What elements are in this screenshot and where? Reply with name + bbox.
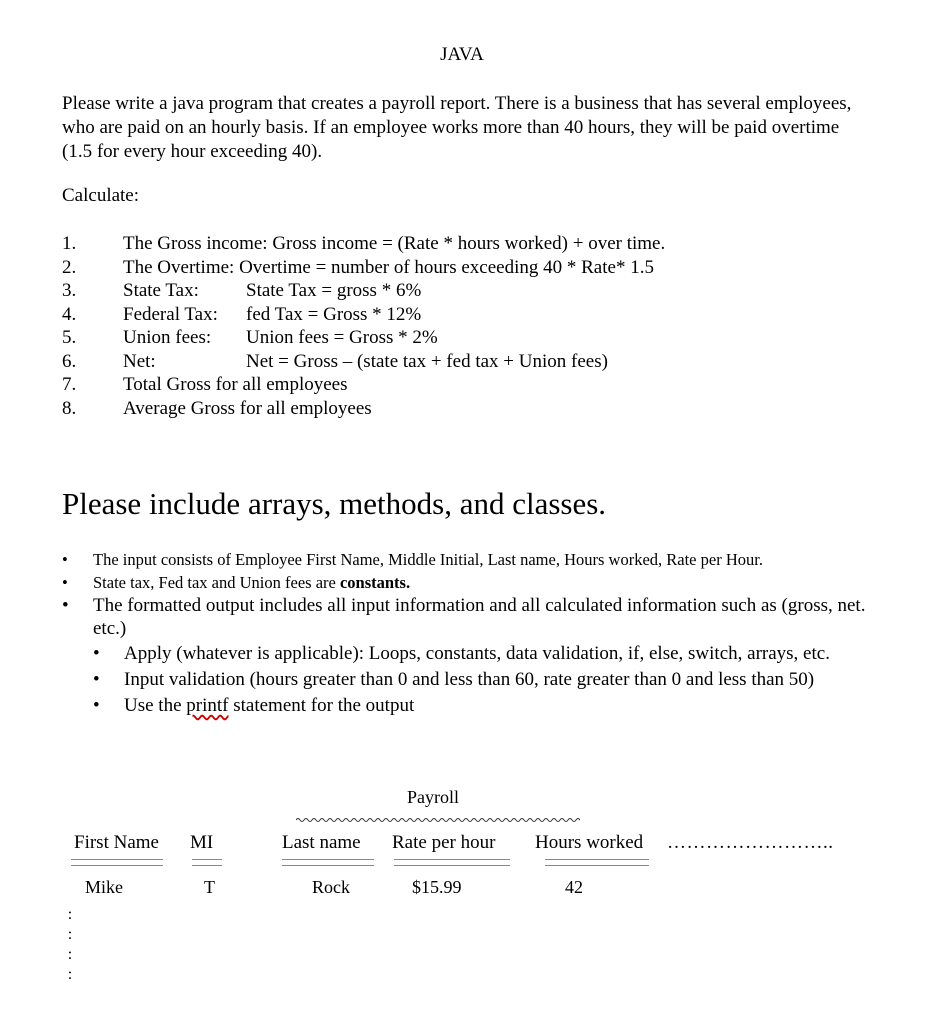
payroll-title: Payroll [407, 787, 459, 807]
list-text: The Overtime: Overtime = number of hours exceeding 40 * Rate* 1.5 [123, 256, 654, 278]
section-heading: Please include arrays, methods, and classes. [62, 486, 607, 521]
list-text: fed Tax = Gross * 12% [246, 303, 422, 325]
bullet-apply [93, 642, 882, 665]
list-item [62, 373, 665, 397]
bullet-bold-text: constants. [339, 573, 411, 592]
column-header-rate: Rate per hour [392, 832, 496, 853]
list-text: Average Gross for all employees [123, 397, 372, 419]
list-text: Total Gross for all employees [123, 374, 348, 395]
list-number: 1. [62, 233, 77, 254]
double-underline [394, 859, 510, 866]
bullet-text: statement for the output [228, 695, 415, 716]
bullet-text: Apply (whatever is applicable): Loops, constants, data validation, if, else, switch, arrays, etc. [124, 643, 830, 664]
list-number: 7. [62, 374, 77, 395]
list-number: 2. [62, 256, 77, 278]
list-number: 5. [62, 327, 77, 348]
bullet-text: Input validation (hours greater than 0 and less than 60, rate greater than 0 and less than 50) [124, 669, 815, 690]
cell-hours: 42 [565, 877, 583, 897]
list-item [62, 279, 665, 303]
calculate-label: Calculate: [62, 185, 140, 206]
list-item [62, 256, 665, 280]
list-item [62, 326, 665, 350]
page-title: JAVA [440, 44, 484, 65]
double-underline [192, 859, 222, 866]
bullet-constants [62, 571, 882, 594]
tilde-underline [296, 817, 580, 823]
list-text: State Tax = gross * 6% [246, 280, 422, 301]
double-underline [71, 859, 163, 866]
list-label: Federal Tax: [123, 303, 218, 325]
list-number: 3. [62, 280, 77, 301]
bullet-formatted [62, 594, 882, 640]
list-item [62, 232, 665, 256]
bullet-input [62, 548, 882, 571]
list-label: Net: [123, 350, 156, 372]
column-header-first-name: First Name [74, 832, 159, 853]
spellcheck-word: printf [186, 695, 229, 716]
list-label: State Tax: [123, 280, 199, 301]
list-item [62, 397, 665, 421]
cell-first-name: Mike [85, 877, 123, 897]
double-underline [282, 859, 374, 866]
cell-mi: T [204, 877, 215, 897]
list-text: Union fees = Gross * 2% [246, 327, 438, 348]
list-item [62, 303, 665, 327]
bullet-validation [93, 668, 882, 691]
bullet-printf [93, 694, 882, 717]
column-header-last-name: Last name [282, 832, 361, 853]
list-text: Net = Gross – (state tax + fed tax + Union fees) [246, 350, 608, 372]
requirements-list [62, 548, 882, 720]
list-text: The Gross income: Gross income = (Rate * hours worked) + over time. [123, 233, 666, 254]
list-number: 8. [62, 397, 77, 419]
double-underline [545, 859, 649, 866]
bullet-text: Use the [124, 695, 187, 716]
bullet-text: State tax, Fed tax and Union fees are [93, 573, 340, 592]
bullet-text: The formatted output includes all input information and all calculated information such as (gross, net. etc.) [93, 595, 866, 639]
list-label: Union fees: [123, 327, 212, 348]
cell-last-name: Rock [312, 877, 350, 897]
calculation-list [62, 232, 665, 420]
vertical-continuation: : : : : [67, 906, 73, 983]
intro-paragraph: Please write a java program that creates a payroll report. There is a business that has several employees, who are paid on an hourly basis. If an employee works more than 40 hours, they will be paid overtime (1.5 for every hour exceeding 40). [62, 93, 852, 162]
column-header-hours: Hours worked [535, 832, 644, 853]
column-header-mi: MI [190, 832, 214, 853]
list-item [62, 350, 665, 374]
list-number: 6. [62, 350, 77, 372]
cell-rate: $15.99 [412, 877, 462, 897]
bullet-text: The input consists of Employee First Name, Middle Initial, Last name, Hours worked, Rate per Hour. [93, 550, 763, 569]
continuation-dots: …………………….. [667, 832, 834, 853]
list-number: 4. [62, 303, 77, 325]
